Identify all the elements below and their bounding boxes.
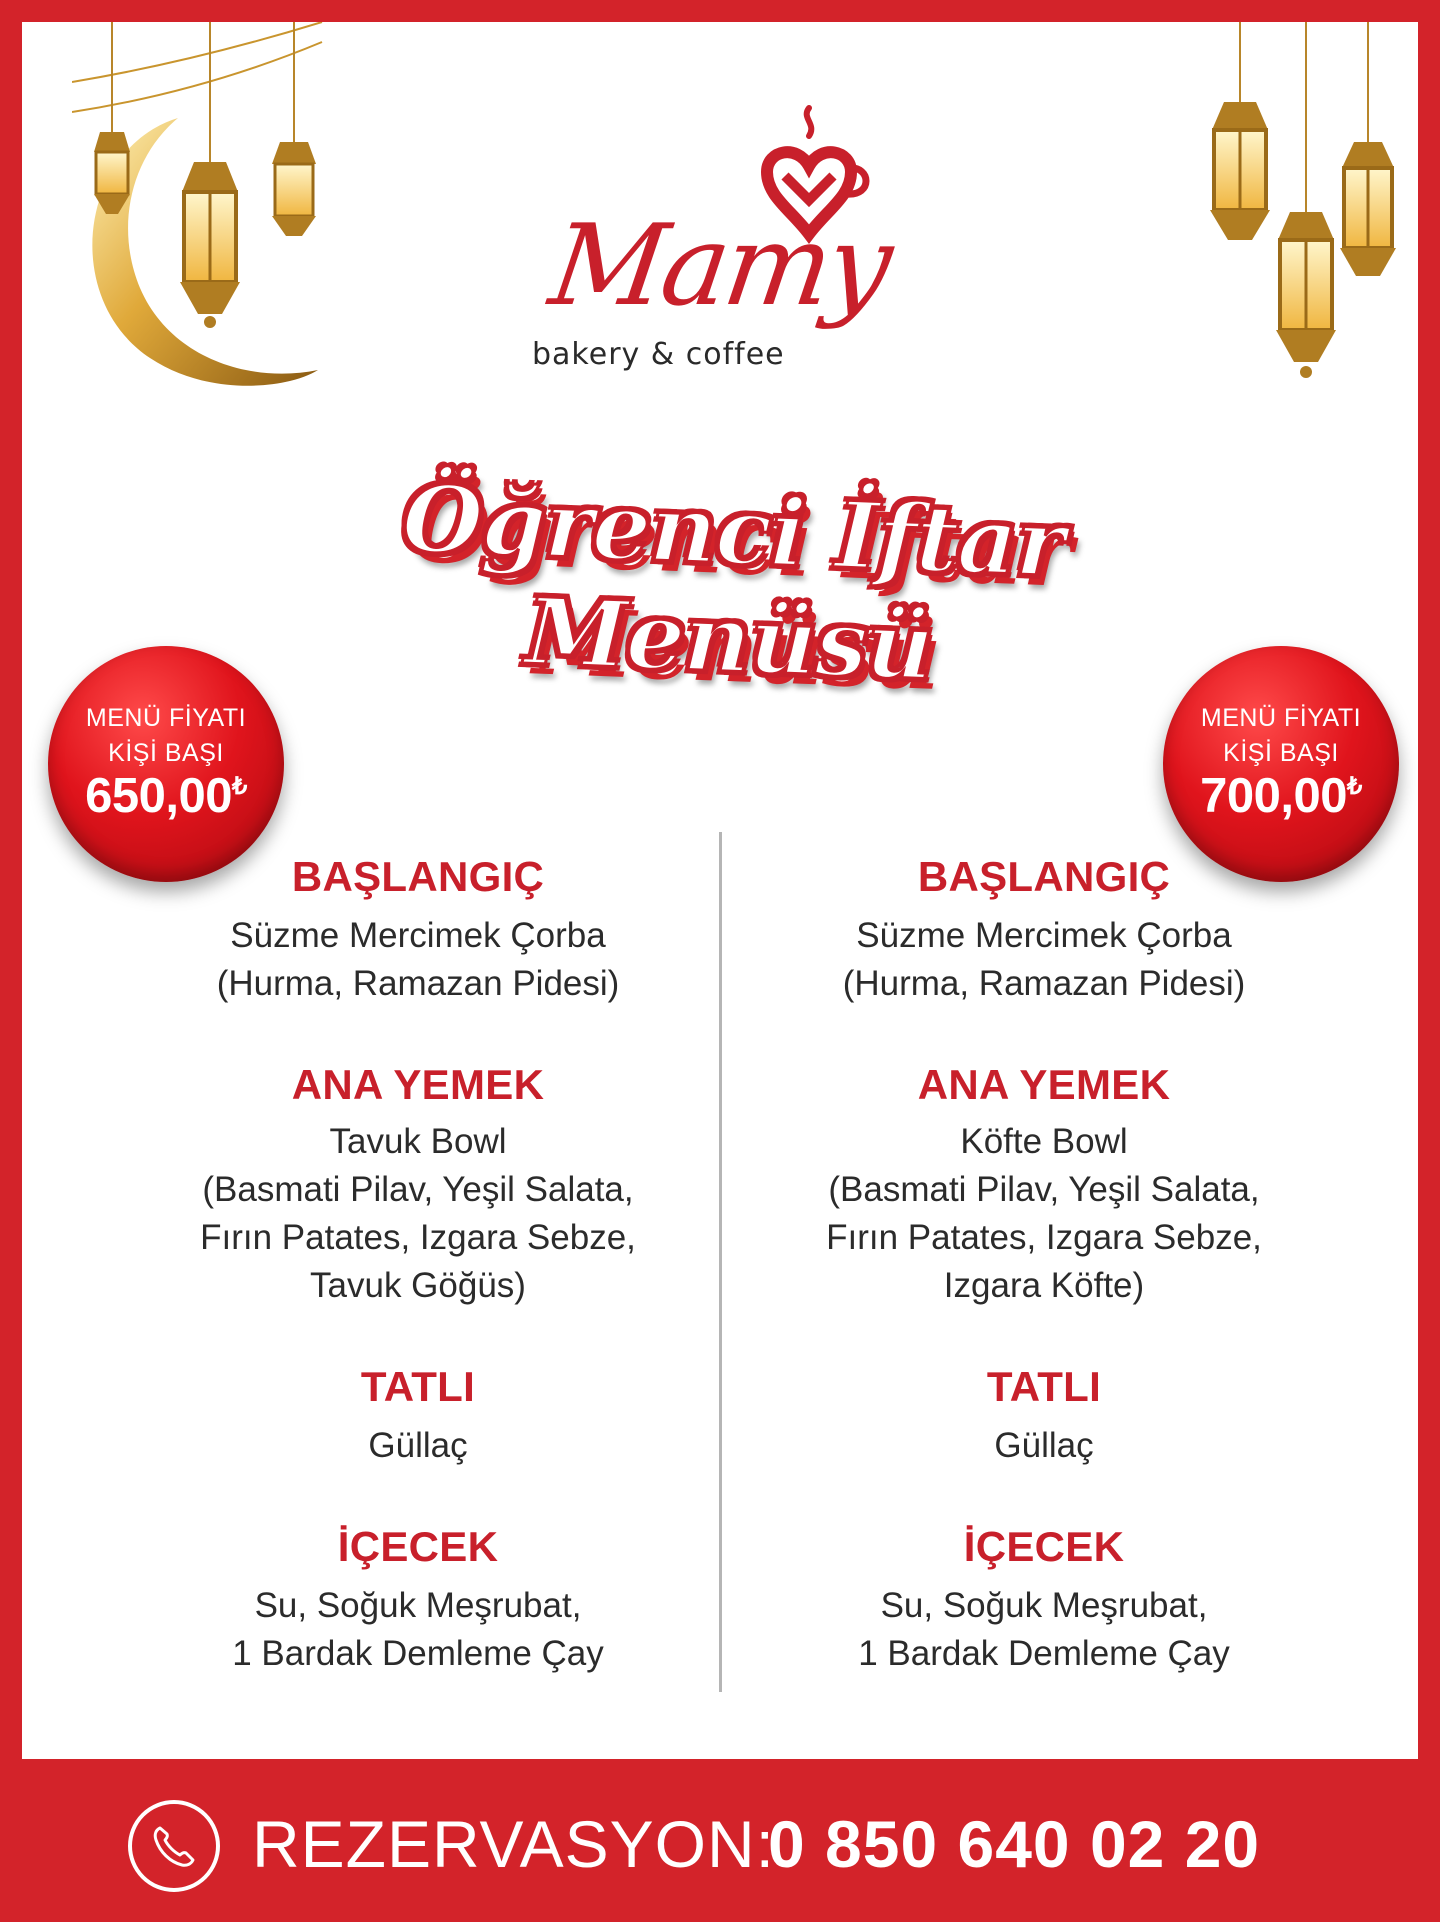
badge-label-line1: MENÜ FİYATI (85, 704, 247, 732)
section-heading: TATLI (360, 1363, 476, 1410)
price-value: 700,00 (1200, 769, 1348, 823)
menu-section-main (744, 1060, 1344, 1310)
reservation-footer (0, 1759, 1440, 1922)
menu-column-right (744, 852, 1344, 1678)
page-title: Öğrenci İftar Menüsü (400, 464, 1066, 701)
section-body: Süzme Mercimek Çorba (Hurma, Ramazan Pidesi) (842, 916, 1246, 1003)
section-heading: BAŞLANGIÇ (917, 853, 1171, 900)
phone-icon[interactable] (128, 1800, 220, 1892)
column-divider (719, 832, 722, 1692)
reservation-phone[interactable]: 0 850 640 02 20 (768, 1807, 1261, 1881)
brand-name: Mamy (542, 201, 897, 331)
badge-label-line1: MENÜ FİYATI (1200, 704, 1362, 732)
badge-label-line2: KİŞİ BAŞI (108, 739, 224, 767)
lantern-right-2 (1276, 212, 1336, 378)
badge-price (1163, 768, 1399, 824)
menu-column-left (118, 852, 718, 1678)
section-body: Su, Soğuk Meşrubat, 1 Bardak Demleme Çay (232, 1586, 604, 1673)
lantern-right-1 (1210, 102, 1270, 240)
lanterns-left-icon (72, 22, 332, 352)
section-body: Köfte Bowl (Basmati Pilav, Yeşil Salata, Fırın Patates, Izgara Sebze, Izgara Köfte) (826, 1122, 1262, 1305)
price-badge-left (48, 646, 284, 882)
phone-glyph (150, 1822, 198, 1870)
lantern-small-right (272, 142, 316, 236)
brand-subtitle: bakery & coffee (532, 337, 785, 372)
section-body: Su, Soğuk Meşrubat, 1 Bardak Demleme Çay (858, 1586, 1230, 1673)
lanterns-right-icon (1196, 22, 1406, 422)
menu-section-drink (744, 1522, 1344, 1678)
section-heading: BAŞLANGIÇ (291, 853, 545, 900)
brand-logo (522, 100, 962, 410)
lantern-big-left (180, 162, 240, 328)
menu-section-starter (744, 852, 1344, 1008)
lantern-right-3 (1340, 142, 1396, 276)
section-heading: ANA YEMEK (917, 1061, 1171, 1108)
menu-section-dessert (118, 1362, 718, 1470)
currency-symbol: ₺ (232, 773, 247, 800)
menu-section-main (118, 1060, 718, 1310)
section-body: Güllaç (368, 1426, 468, 1465)
menu-section-starter (118, 852, 718, 1008)
lantern-small-left (94, 132, 130, 214)
section-heading: TATLI (986, 1363, 1102, 1410)
section-heading: İÇECEK (963, 1523, 1125, 1570)
menu-section-dessert (744, 1362, 1344, 1470)
section-heading: ANA YEMEK (291, 1061, 545, 1108)
badge-label-line2: KİŞİ BAŞI (1223, 739, 1339, 767)
menu-section-drink (118, 1522, 718, 1678)
currency-symbol: ₺ (1347, 773, 1362, 800)
section-body: Tavuk Bowl (Basmati Pilav, Yeşil Salata, Fırın Patates, Izgara Sebze, Tavuk Göğüs) (200, 1122, 636, 1305)
section-heading: İÇECEK (337, 1523, 499, 1570)
price-value: 650,00 (85, 769, 233, 823)
title-banner (249, 459, 1215, 701)
section-body: Süzme Mercimek Çorba (Hurma, Ramazan Pidesi) (216, 916, 620, 1003)
reservation-label: REZERVASYON: (252, 1807, 776, 1881)
section-body: Güllaç (994, 1426, 1094, 1465)
badge-price (48, 768, 284, 824)
price-badge-right (1163, 646, 1399, 882)
menu-panel (22, 22, 1418, 1759)
